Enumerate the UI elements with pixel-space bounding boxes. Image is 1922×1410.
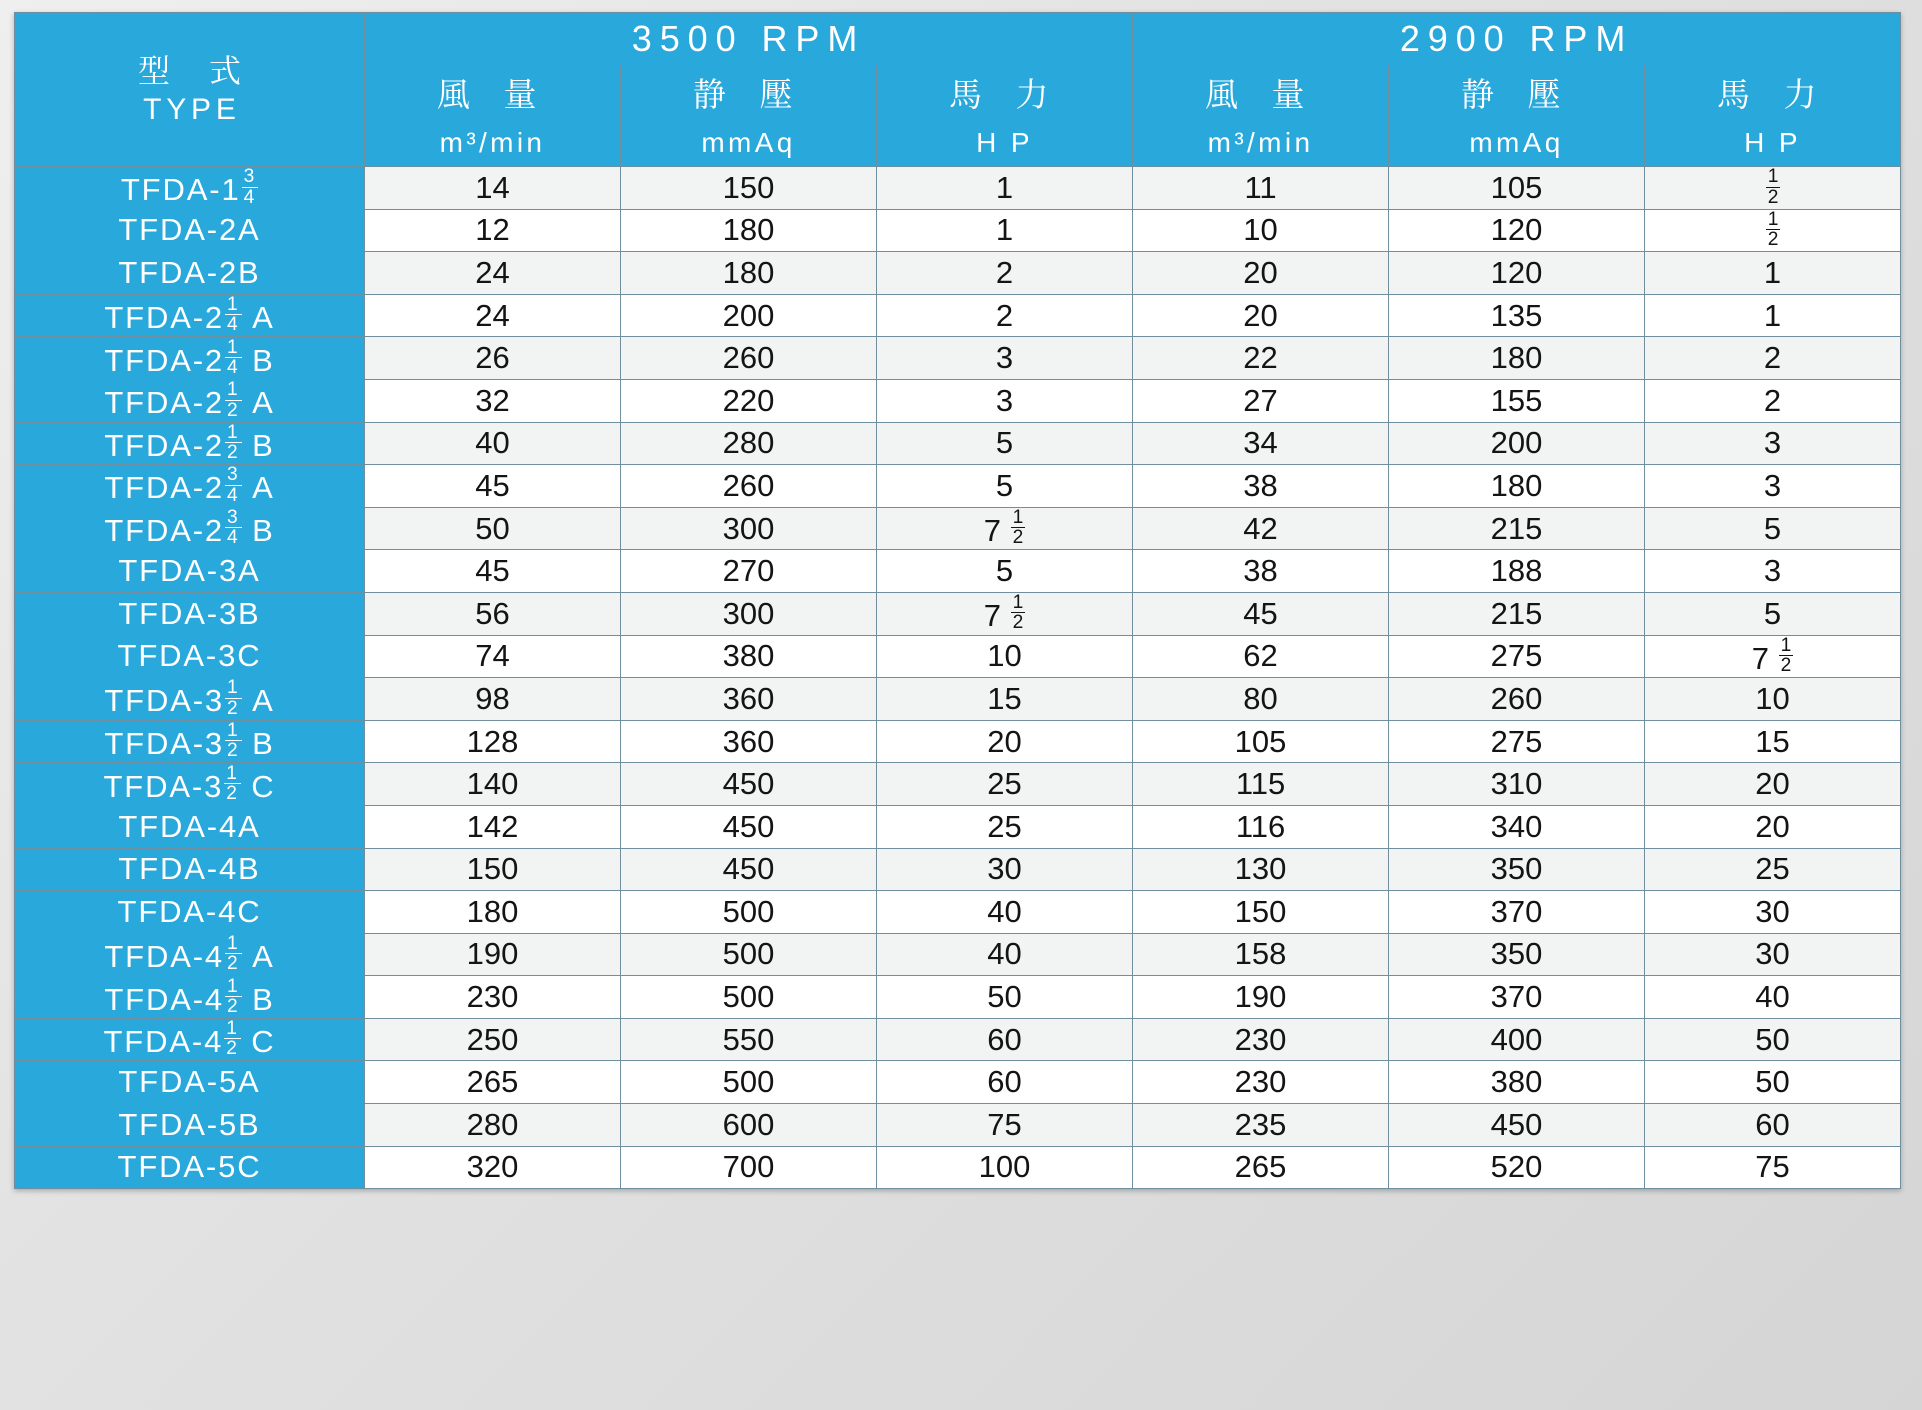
cell-airflow-3500: 128 xyxy=(365,720,621,763)
cell-power-2900: $\frac{1}{2}$ xyxy=(1645,167,1901,210)
cell-airflow-3500: 45 xyxy=(365,550,621,593)
cell-power-3500: 40 xyxy=(877,933,1133,976)
row-type-label: TFDA-2 $\frac{1}{4}$ A xyxy=(15,294,365,337)
row-type-label: TFDA-2 $\frac{3}{4}$ A xyxy=(15,465,365,508)
cell-pressure-2900: 188 xyxy=(1389,550,1645,593)
row-type-label: TFDA-5C xyxy=(15,1146,365,1189)
cell-power-2900: 20 xyxy=(1645,805,1901,848)
cell-airflow-3500: 12 xyxy=(365,209,621,252)
cell-airflow-2900: 230 xyxy=(1133,1061,1389,1104)
table-row xyxy=(15,763,1901,806)
cell-power-3500: 1 xyxy=(877,167,1133,210)
cell-power-3500: 15 xyxy=(877,678,1133,721)
cell-pressure-2900: 400 xyxy=(1389,1018,1645,1061)
cell-airflow-2900: 230 xyxy=(1133,1018,1389,1061)
cell-pressure-3500: 450 xyxy=(621,848,877,891)
unit-header-pressure-3500: mmAq xyxy=(621,120,877,167)
cell-pressure-3500: 180 xyxy=(621,252,877,295)
cell-pressure-2900: 105 xyxy=(1389,167,1645,210)
row-type-label: TFDA-4A xyxy=(15,805,365,848)
cell-airflow-3500: 45 xyxy=(365,465,621,508)
cell-pressure-3500: 700 xyxy=(621,1146,877,1189)
cell-pressure-3500: 200 xyxy=(621,294,877,337)
cell-pressure-3500: 260 xyxy=(621,337,877,380)
table-row xyxy=(15,635,1901,678)
row-type-label: TFDA-3B xyxy=(15,592,365,635)
cell-power-3500: 3 xyxy=(877,379,1133,422)
cell-pressure-3500: 180 xyxy=(621,209,877,252)
cell-pressure-3500: 600 xyxy=(621,1104,877,1147)
cell-pressure-3500: 380 xyxy=(621,635,877,678)
cell-power-3500: 100 xyxy=(877,1146,1133,1189)
cell-airflow-2900: 130 xyxy=(1133,848,1389,891)
cell-power-3500: 60 xyxy=(877,1018,1133,1061)
cell-power-2900: 30 xyxy=(1645,891,1901,934)
row-type-label: TFDA-4 $\frac{1}{2}$ C xyxy=(15,1018,365,1061)
cell-pressure-2900: 120 xyxy=(1389,252,1645,295)
cell-power-3500: 50 xyxy=(877,976,1133,1019)
cell-airflow-2900: 150 xyxy=(1133,891,1389,934)
cell-power-3500: 5 xyxy=(877,465,1133,508)
cell-power-3500: 5 xyxy=(877,422,1133,465)
cell-pressure-2900: 180 xyxy=(1389,465,1645,508)
cell-airflow-2900: 38 xyxy=(1133,465,1389,508)
cell-pressure-2900: 200 xyxy=(1389,422,1645,465)
cell-pressure-3500: 300 xyxy=(621,507,877,550)
cell-power-2900: 3 xyxy=(1645,422,1901,465)
cell-power-2900: 50 xyxy=(1645,1018,1901,1061)
metric-header-power-3500: 馬 力 xyxy=(877,66,1133,120)
cell-pressure-2900: 520 xyxy=(1389,1146,1645,1189)
cell-airflow-2900: 34 xyxy=(1133,422,1389,465)
cell-power-2900: 3 xyxy=(1645,550,1901,593)
cell-airflow-2900: 235 xyxy=(1133,1104,1389,1147)
cell-pressure-2900: 260 xyxy=(1389,678,1645,721)
table-row xyxy=(15,1018,1901,1061)
cell-airflow-2900: 20 xyxy=(1133,252,1389,295)
type-header-cell xyxy=(15,13,365,167)
cell-airflow-3500: 24 xyxy=(365,294,621,337)
cell-airflow-3500: 24 xyxy=(365,252,621,295)
cell-power-3500: 20 xyxy=(877,720,1133,763)
row-type-label: TFDA-4B xyxy=(15,848,365,891)
cell-pressure-3500: 360 xyxy=(621,720,877,763)
row-type-label: TFDA-3C xyxy=(15,635,365,678)
cell-power-2900: 5 xyxy=(1645,507,1901,550)
cell-airflow-3500: 265 xyxy=(365,1061,621,1104)
cell-power-3500: 40 xyxy=(877,891,1133,934)
type-header-cjk: 型 式 xyxy=(138,51,256,90)
cell-airflow-3500: 98 xyxy=(365,678,621,721)
cell-airflow-3500: 140 xyxy=(365,763,621,806)
table-row xyxy=(15,1061,1901,1104)
table-row xyxy=(15,294,1901,337)
cell-airflow-2900: 265 xyxy=(1133,1146,1389,1189)
row-type-label: TFDA-2A xyxy=(15,209,365,252)
cell-airflow-3500: 74 xyxy=(365,635,621,678)
table-row xyxy=(15,933,1901,976)
row-type-label: TFDA-4 $\frac{1}{2}$ B xyxy=(15,976,365,1019)
metric-header-pressure-3500: 静 壓 xyxy=(621,66,877,120)
table-row xyxy=(15,1104,1901,1147)
cell-pressure-2900: 370 xyxy=(1389,891,1645,934)
cell-power-2900: 2 xyxy=(1645,337,1901,380)
cell-airflow-2900: 42 xyxy=(1133,507,1389,550)
table-row xyxy=(15,891,1901,934)
fan-specification-table xyxy=(14,12,1901,1189)
metric-header-power-2900: 馬 力 xyxy=(1645,66,1901,120)
cell-power-2900: 75 xyxy=(1645,1146,1901,1189)
cell-pressure-2900: 215 xyxy=(1389,592,1645,635)
table-row xyxy=(15,848,1901,891)
cell-pressure-3500: 280 xyxy=(621,422,877,465)
cell-power-2900: 60 xyxy=(1645,1104,1901,1147)
cell-power-3500: 60 xyxy=(877,1061,1133,1104)
row-type-label: TFDA-2 $\frac{3}{4}$ B xyxy=(15,507,365,550)
cell-power-3500: 7 $\frac{1}{2}$ xyxy=(877,507,1133,550)
cell-pressure-3500: 360 xyxy=(621,678,877,721)
cell-airflow-2900: 38 xyxy=(1133,550,1389,593)
table-row xyxy=(15,805,1901,848)
cell-airflow-3500: 14 xyxy=(365,167,621,210)
cell-airflow-2900: 22 xyxy=(1133,337,1389,380)
cell-power-2900: 15 xyxy=(1645,720,1901,763)
cell-airflow-2900: 45 xyxy=(1133,592,1389,635)
cell-pressure-2900: 215 xyxy=(1389,507,1645,550)
table-row xyxy=(15,592,1901,635)
cell-power-2900: 30 xyxy=(1645,933,1901,976)
row-type-label: TFDA-2B xyxy=(15,252,365,295)
cell-power-3500: 2 xyxy=(877,294,1133,337)
cell-pressure-2900: 180 xyxy=(1389,337,1645,380)
cell-airflow-2900: 105 xyxy=(1133,720,1389,763)
row-type-label: TFDA-2 $\frac{1}{4}$ B xyxy=(15,337,365,380)
cell-pressure-3500: 500 xyxy=(621,891,877,934)
table-row xyxy=(15,465,1901,508)
table-header xyxy=(15,13,1901,167)
cell-pressure-3500: 450 xyxy=(621,763,877,806)
cell-airflow-3500: 56 xyxy=(365,592,621,635)
row-type-label: TFDA-3 $\frac{1}{2}$ A xyxy=(15,678,365,721)
cell-pressure-2900: 350 xyxy=(1389,848,1645,891)
row-type-label: TFDA-3 $\frac{1}{2}$ B xyxy=(15,720,365,763)
group-header-3500rpm: 3500 RPM xyxy=(365,13,1133,66)
table-row xyxy=(15,422,1901,465)
unit-header-airflow-3500: m³/min xyxy=(365,120,621,167)
cell-airflow-2900: 190 xyxy=(1133,976,1389,1019)
cell-power-3500: 2 xyxy=(877,252,1133,295)
table-row xyxy=(15,1146,1901,1189)
cell-pressure-2900: 350 xyxy=(1389,933,1645,976)
row-type-label: TFDA-1 $\frac{3}{4}$ xyxy=(15,167,365,210)
cell-power-2900: 3 xyxy=(1645,465,1901,508)
table-row xyxy=(15,337,1901,380)
table-row xyxy=(15,167,1901,210)
cell-pressure-3500: 500 xyxy=(621,933,877,976)
cell-airflow-3500: 250 xyxy=(365,1018,621,1061)
table-row xyxy=(15,209,1901,252)
cell-airflow-2900: 158 xyxy=(1133,933,1389,976)
cell-power-3500: 7 $\frac{1}{2}$ xyxy=(877,592,1133,635)
cell-airflow-3500: 50 xyxy=(365,507,621,550)
cell-power-2900: $\frac{1}{2}$ xyxy=(1645,209,1901,252)
cell-power-2900: 10 xyxy=(1645,678,1901,721)
row-type-label: TFDA-2 $\frac{1}{2}$ A xyxy=(15,379,365,422)
unit-header-airflow-2900: m³/min xyxy=(1133,120,1389,167)
unit-header-pressure-2900: mmAq xyxy=(1389,120,1645,167)
cell-power-3500: 5 xyxy=(877,550,1133,593)
cell-airflow-3500: 26 xyxy=(365,337,621,380)
unit-header-power-2900: H P xyxy=(1645,120,1901,167)
cell-airflow-3500: 40 xyxy=(365,422,621,465)
cell-pressure-2900: 450 xyxy=(1389,1104,1645,1147)
cell-pressure-2900: 275 xyxy=(1389,720,1645,763)
cell-pressure-3500: 500 xyxy=(621,976,877,1019)
cell-pressure-3500: 260 xyxy=(621,465,877,508)
cell-power-3500: 10 xyxy=(877,635,1133,678)
table-row xyxy=(15,678,1901,721)
cell-pressure-3500: 550 xyxy=(621,1018,877,1061)
cell-pressure-2900: 120 xyxy=(1389,209,1645,252)
table-row xyxy=(15,550,1901,593)
cell-airflow-2900: 20 xyxy=(1133,294,1389,337)
cell-airflow-2900: 80 xyxy=(1133,678,1389,721)
cell-pressure-3500: 300 xyxy=(621,592,877,635)
cell-airflow-3500: 280 xyxy=(365,1104,621,1147)
table-row xyxy=(15,379,1901,422)
unit-header-power-3500: H P xyxy=(877,120,1133,167)
cell-airflow-3500: 32 xyxy=(365,379,621,422)
row-type-label: TFDA-3A xyxy=(15,550,365,593)
row-type-label: TFDA-4C xyxy=(15,891,365,934)
metric-header-pressure-2900: 静 壓 xyxy=(1389,66,1645,120)
cell-pressure-3500: 450 xyxy=(621,805,877,848)
cell-pressure-2900: 370 xyxy=(1389,976,1645,1019)
header-row-rpm xyxy=(15,13,1901,66)
cell-airflow-3500: 180 xyxy=(365,891,621,934)
cell-airflow-2900: 115 xyxy=(1133,763,1389,806)
cell-airflow-2900: 27 xyxy=(1133,379,1389,422)
row-type-label: TFDA-5A xyxy=(15,1061,365,1104)
metric-header-airflow-2900: 風 量 xyxy=(1133,66,1389,120)
cell-power-3500: 3 xyxy=(877,337,1133,380)
cell-power-2900: 1 xyxy=(1645,252,1901,295)
table-row xyxy=(15,507,1901,550)
cell-airflow-3500: 320 xyxy=(365,1146,621,1189)
cell-power-3500: 25 xyxy=(877,763,1133,806)
group-header-2900rpm: 2900 RPM xyxy=(1133,13,1901,66)
row-type-label: TFDA-5B xyxy=(15,1104,365,1147)
cell-power-2900: 40 xyxy=(1645,976,1901,1019)
cell-pressure-2900: 155 xyxy=(1389,379,1645,422)
cell-power-2900: 20 xyxy=(1645,763,1901,806)
cell-pressure-2900: 380 xyxy=(1389,1061,1645,1104)
table-body xyxy=(15,167,1901,1189)
cell-pressure-2900: 275 xyxy=(1389,635,1645,678)
cell-airflow-2900: 10 xyxy=(1133,209,1389,252)
cell-power-3500: 30 xyxy=(877,848,1133,891)
cell-power-3500: 25 xyxy=(877,805,1133,848)
cell-power-2900: 50 xyxy=(1645,1061,1901,1104)
cell-power-2900: 25 xyxy=(1645,848,1901,891)
cell-airflow-3500: 230 xyxy=(365,976,621,1019)
cell-power-2900: 7 $\frac{1}{2}$ xyxy=(1645,635,1901,678)
cell-airflow-3500: 150 xyxy=(365,848,621,891)
cell-pressure-2900: 340 xyxy=(1389,805,1645,848)
cell-power-3500: 75 xyxy=(877,1104,1133,1147)
cell-airflow-2900: 62 xyxy=(1133,635,1389,678)
cell-pressure-2900: 310 xyxy=(1389,763,1645,806)
table-row xyxy=(15,252,1901,295)
cell-power-3500: 1 xyxy=(877,209,1133,252)
cell-pressure-3500: 150 xyxy=(621,167,877,210)
cell-pressure-2900: 135 xyxy=(1389,294,1645,337)
cell-power-2900: 1 xyxy=(1645,294,1901,337)
type-header-latin: TYPE xyxy=(143,92,241,126)
row-type-label: TFDA-4 $\frac{1}{2}$ A xyxy=(15,933,365,976)
cell-airflow-3500: 142 xyxy=(365,805,621,848)
cell-power-2900: 5 xyxy=(1645,592,1901,635)
cell-airflow-3500: 190 xyxy=(365,933,621,976)
cell-airflow-2900: 11 xyxy=(1133,167,1389,210)
cell-airflow-2900: 116 xyxy=(1133,805,1389,848)
table-row xyxy=(15,976,1901,1019)
cell-pressure-3500: 270 xyxy=(621,550,877,593)
row-type-label: TFDA-2 $\frac{1}{2}$ B xyxy=(15,422,365,465)
cell-power-2900: 2 xyxy=(1645,379,1901,422)
table-row xyxy=(15,720,1901,763)
cell-pressure-3500: 500 xyxy=(621,1061,877,1104)
cell-pressure-3500: 220 xyxy=(621,379,877,422)
metric-header-airflow-3500: 風 量 xyxy=(365,66,621,120)
row-type-label: TFDA-3 $\frac{1}{2}$ C xyxy=(15,763,365,806)
